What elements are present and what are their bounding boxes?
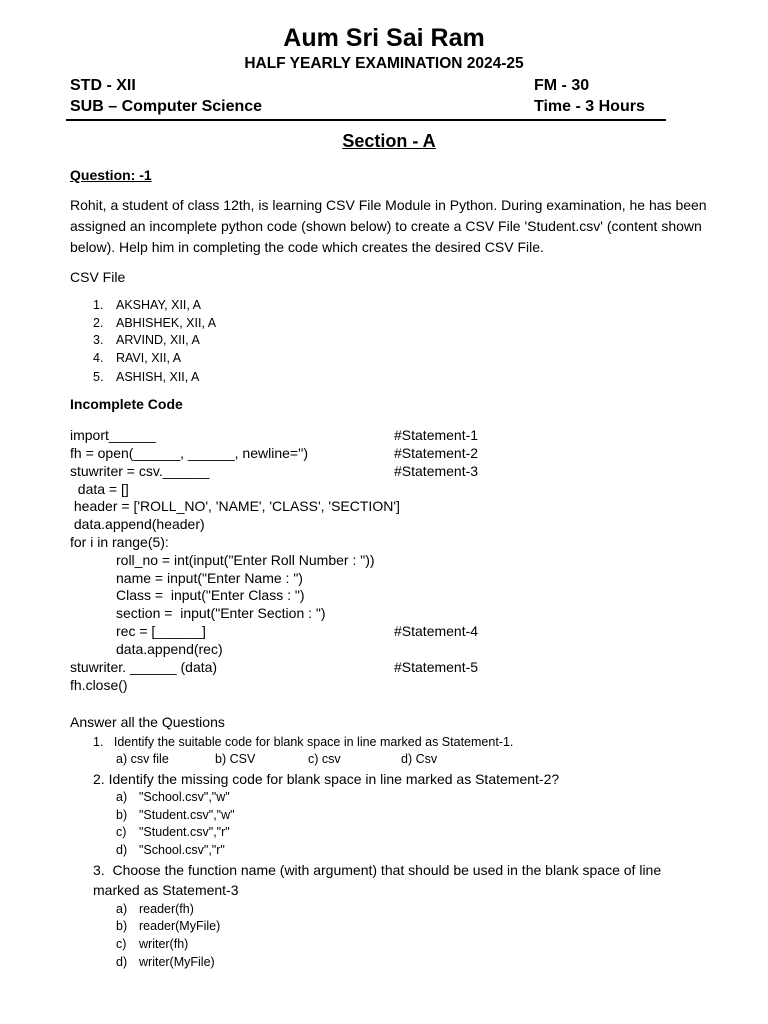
csv-row: ARVIND, XII, A bbox=[116, 333, 200, 347]
option: writer(MyFile) bbox=[139, 955, 215, 969]
option: b) CSV bbox=[215, 752, 256, 766]
code-line: stuwriter. ______ (data) bbox=[70, 659, 218, 675]
question-3-cont: marked as Statement-3 bbox=[93, 882, 239, 898]
option: a) csv file bbox=[116, 752, 169, 766]
std-label: STD - XII bbox=[70, 77, 136, 94]
option-letter: c) bbox=[116, 937, 127, 951]
csv-row-number: 5. bbox=[93, 370, 104, 384]
option-letter: b) bbox=[116, 919, 128, 933]
option-letter: b) bbox=[116, 808, 128, 822]
csv-row: ASHISH, XII, A bbox=[116, 370, 200, 384]
fm-label: FM - 30 bbox=[534, 77, 590, 94]
question-intro: Rohit, a student of class 12th, is learning CSV File Module in Python. During examination, he has been assigned an incomplete python code (shown below) to create a CSV File 'Student.csv' (content shown below). Help him in completing the code which creates the desired CSV File. bbox=[70, 197, 707, 255]
option: "Student.csv","w" bbox=[139, 808, 235, 822]
option-letter: d) bbox=[116, 955, 128, 969]
csv-row-number: 3. bbox=[93, 333, 104, 347]
csv-row: RAVI, XII, A bbox=[116, 351, 182, 365]
code-line: name = input("Enter Name : ") bbox=[116, 570, 303, 586]
code-line: fh.close() bbox=[70, 677, 128, 693]
code-comment: #Statement-2 bbox=[394, 445, 479, 461]
csv-row-number: 2. bbox=[93, 316, 104, 330]
option-letter: a) bbox=[116, 902, 128, 916]
code-line: for i in range(5): bbox=[70, 534, 169, 550]
exam-title: HALF YEARLY EXAMINATION 2024-25 bbox=[244, 55, 524, 72]
option: reader(fh) bbox=[139, 902, 194, 916]
code-line: section = input("Enter Section : ") bbox=[116, 605, 326, 621]
answer-heading: Answer all the Questions bbox=[70, 714, 225, 730]
csv-row: AKSHAY, XII, A bbox=[116, 298, 201, 312]
code-line: stuwriter = csv.______ bbox=[70, 463, 210, 479]
csv-row: ABHISHEK, XII, A bbox=[116, 316, 217, 330]
code-comment: #Statement-5 bbox=[394, 659, 479, 675]
option: "Student.csv","r" bbox=[139, 825, 230, 839]
csv-row-number: 4. bbox=[93, 351, 104, 365]
page-title: Aum Sri Sai Ram bbox=[283, 24, 485, 52]
code-line: header = ['ROLL_NO', 'NAME', 'CLASS', 'SECTION'] bbox=[70, 498, 400, 514]
question-3: 3. Choose the function name (with argument) that should be used in the blank space of line bbox=[93, 862, 662, 878]
time-label: Time - 3 Hours bbox=[534, 98, 645, 115]
option: reader(MyFile) bbox=[139, 919, 221, 933]
code-line: roll_no = int(input("Enter Roll Number : ")) bbox=[116, 552, 375, 568]
option: d) Csv bbox=[401, 752, 438, 766]
code-line: data = [] bbox=[70, 481, 129, 497]
code-line: data.append(header) bbox=[70, 516, 205, 532]
code-line: data.append(rec) bbox=[116, 641, 223, 657]
question-2: 2. Identify the missing code for blank space in line marked as Statement-2? bbox=[93, 771, 560, 787]
code-heading: Incomplete Code bbox=[70, 396, 183, 412]
code-line: fh = open(______, ______, newline='') bbox=[70, 445, 309, 461]
csv-label: CSV File bbox=[70, 269, 126, 285]
option: "School.csv","w" bbox=[139, 790, 230, 804]
option: c) csv bbox=[308, 752, 341, 766]
question-heading: Question: -1 bbox=[70, 167, 152, 183]
question-1: 1. Identify the suitable code for blank space in line marked as Statement-1. bbox=[93, 735, 514, 749]
code-comment: #Statement-4 bbox=[394, 623, 479, 639]
subject-label: SUB – Computer Science bbox=[70, 98, 263, 115]
code-comment: #Statement-3 bbox=[394, 463, 479, 479]
option: "School.csv","r" bbox=[139, 843, 225, 857]
option-letter: a) bbox=[116, 790, 128, 804]
option-letter: c) bbox=[116, 825, 127, 839]
code-line: import______ bbox=[70, 427, 156, 443]
code-line: Class = input("Enter Class : ") bbox=[116, 587, 305, 603]
code-comment: #Statement-1 bbox=[394, 427, 479, 443]
csv-row-number: 1. bbox=[93, 298, 104, 312]
code-line: rec = [______] bbox=[116, 623, 206, 639]
header-divider bbox=[66, 119, 666, 121]
section-heading: Section - A bbox=[342, 131, 436, 151]
option: writer(fh) bbox=[139, 937, 189, 951]
option-letter: d) bbox=[116, 843, 128, 857]
